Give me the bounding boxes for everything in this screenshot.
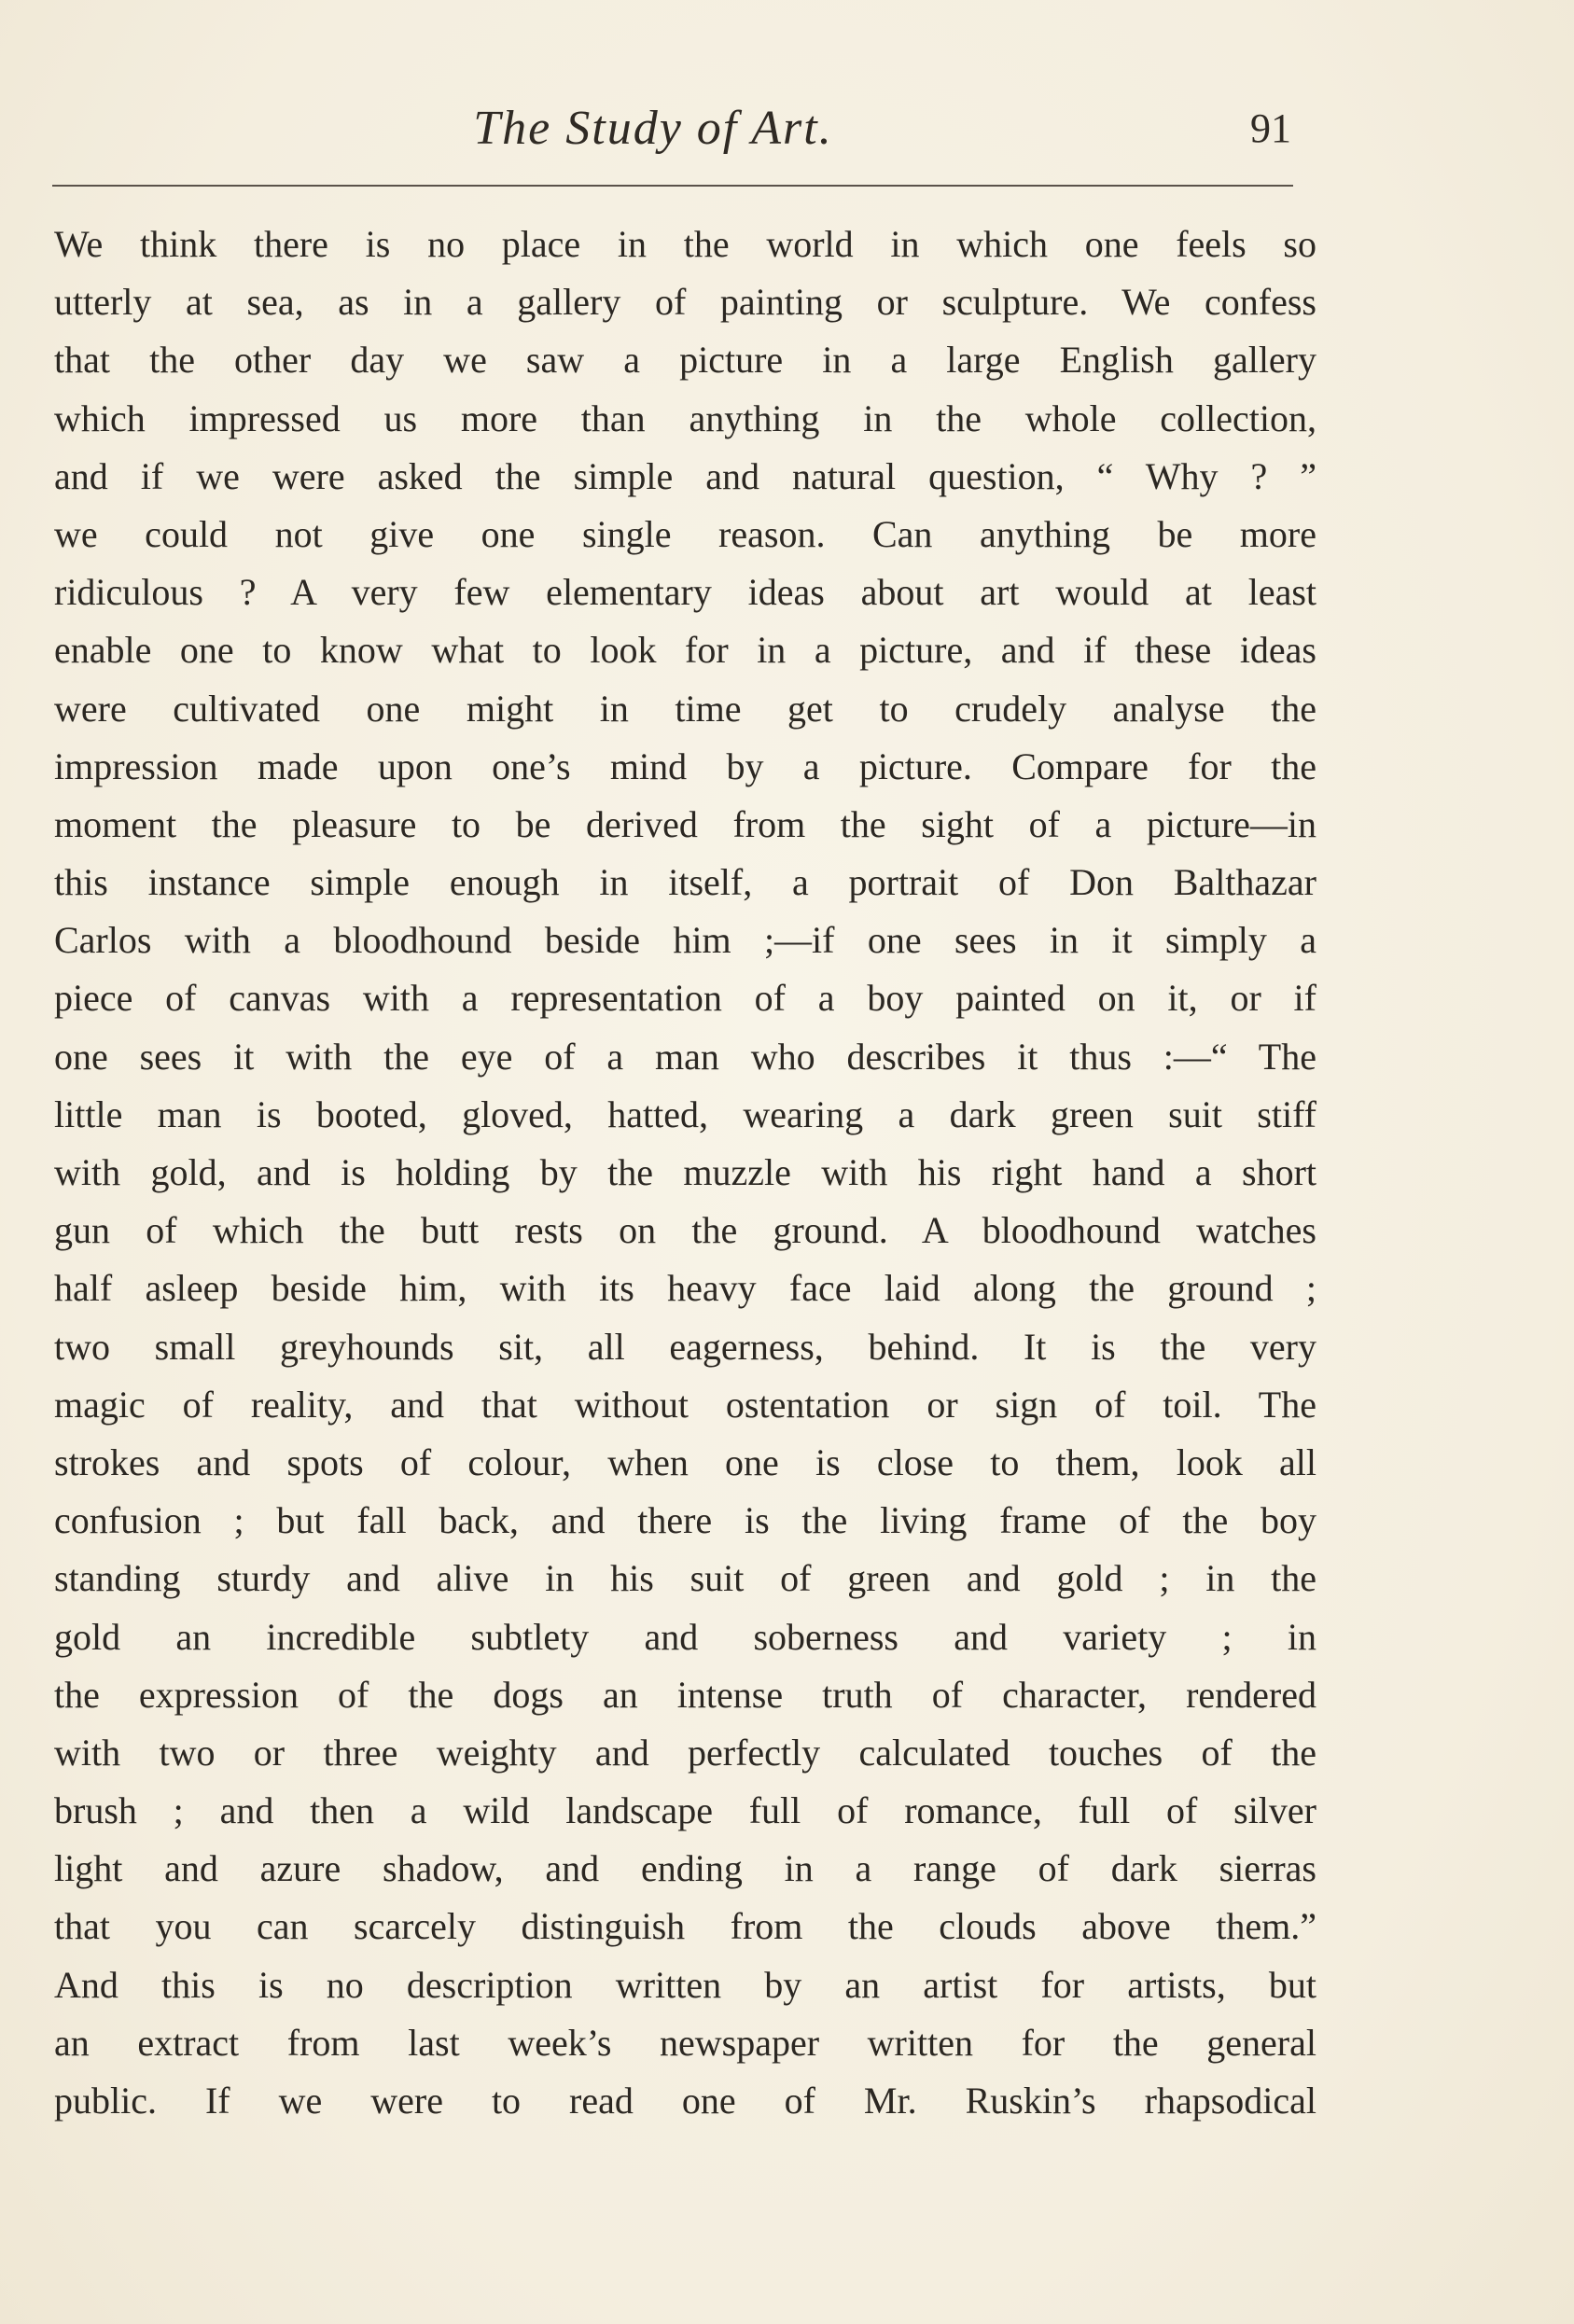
text-line: enable one to know what to look for in a picture, and if these ideas [54, 629, 1316, 672]
text-line: confusion ; but fall back, and there is the living frame of the boy [54, 1499, 1316, 1542]
body-text [54, 216, 1316, 2130]
text-line: light and azure shadow, and ending in a range of dark sierras [54, 1847, 1316, 1890]
text-line: ridiculous ? A very few elementary ideas about art would at least [54, 571, 1316, 614]
text-line: piece of canvas with a representation of a boy painted on it, or if [54, 977, 1316, 1020]
running-title: The Study of Art. [473, 102, 833, 155]
text-line: gold an incredible subtlety and soberness and variety ; in [54, 1615, 1316, 1658]
text-line: brush ; and then a wild landscape full of romance, full of silver [54, 1789, 1316, 1832]
text-line: impression made upon one’s mind by a picture. Compare for the [54, 745, 1316, 787]
text-line: an extract from last week’s newspaper written for the general [54, 2021, 1316, 2064]
text-line: standing sturdy and alive in his suit of green and gold ; in the [54, 1557, 1316, 1600]
text-line: this instance simple enough in itself, a portrait of Don Balthazar [54, 861, 1316, 904]
text-line: and if we were asked the simple and natural question, “ Why ? ” [54, 454, 1316, 497]
text-line: were cultivated one might in time get to crudely analyse the [54, 687, 1316, 730]
text-line: And this is no description written by an artist for artists, but [54, 1963, 1316, 2006]
text-line: public. If we were to read one of Mr. Ruskin’s rhapsodical [54, 2080, 1316, 2122]
text-line: we could not give one single reason. Can anything be more [54, 512, 1316, 555]
text-line: with two or three weighty and perfectly calculated touches of the [54, 1731, 1316, 1774]
text-line: utterly at sea, as in a gallery of painting or sculpture. We confess [54, 281, 1316, 324]
text-line: two small greyhounds sit, all eagerness, behind. It is the very [54, 1325, 1316, 1368]
text-line: magic of reality, and that without ostentation or sign of toil. The [54, 1383, 1316, 1426]
text-line: with gold, and is holding by the muzzle with his right hand a short [54, 1151, 1316, 1193]
text-line: gun of which the butt rests on the ground. A bloodhound watches [54, 1209, 1316, 1252]
text-line: little man is booted, gloved, hatted, wearing a dark green suit stiff [54, 1092, 1316, 1135]
page-number: 91 [1250, 105, 1291, 151]
text-line: half asleep beside him, with its heavy face laid along the ground ; [54, 1267, 1316, 1310]
text-line: one sees it with the eye of a man who describes it thus :—“ The [54, 1035, 1316, 1078]
text-line: the expression of the dogs an intense truth of character, rendered [54, 1673, 1316, 1716]
text-line: moment the pleasure to be derived from the sight of a picture—in [54, 802, 1316, 845]
text-line: Carlos with a bloodhound beside him ;—if one sees in it simply a [54, 919, 1316, 962]
text-line: that the other day we saw a picture in a large English gallery [54, 339, 1316, 382]
text-line: strokes and spots of colour, when one is close to them, look all [54, 1440, 1316, 1483]
text-line: which impressed us more than anything in the whole collection, [54, 397, 1316, 439]
header-rule [52, 185, 1293, 187]
text-line: that you can scarcely distinguish from the clouds above them.” [54, 1905, 1316, 1948]
text-line: We think there is no place in the world in which one feels so [54, 223, 1316, 265]
